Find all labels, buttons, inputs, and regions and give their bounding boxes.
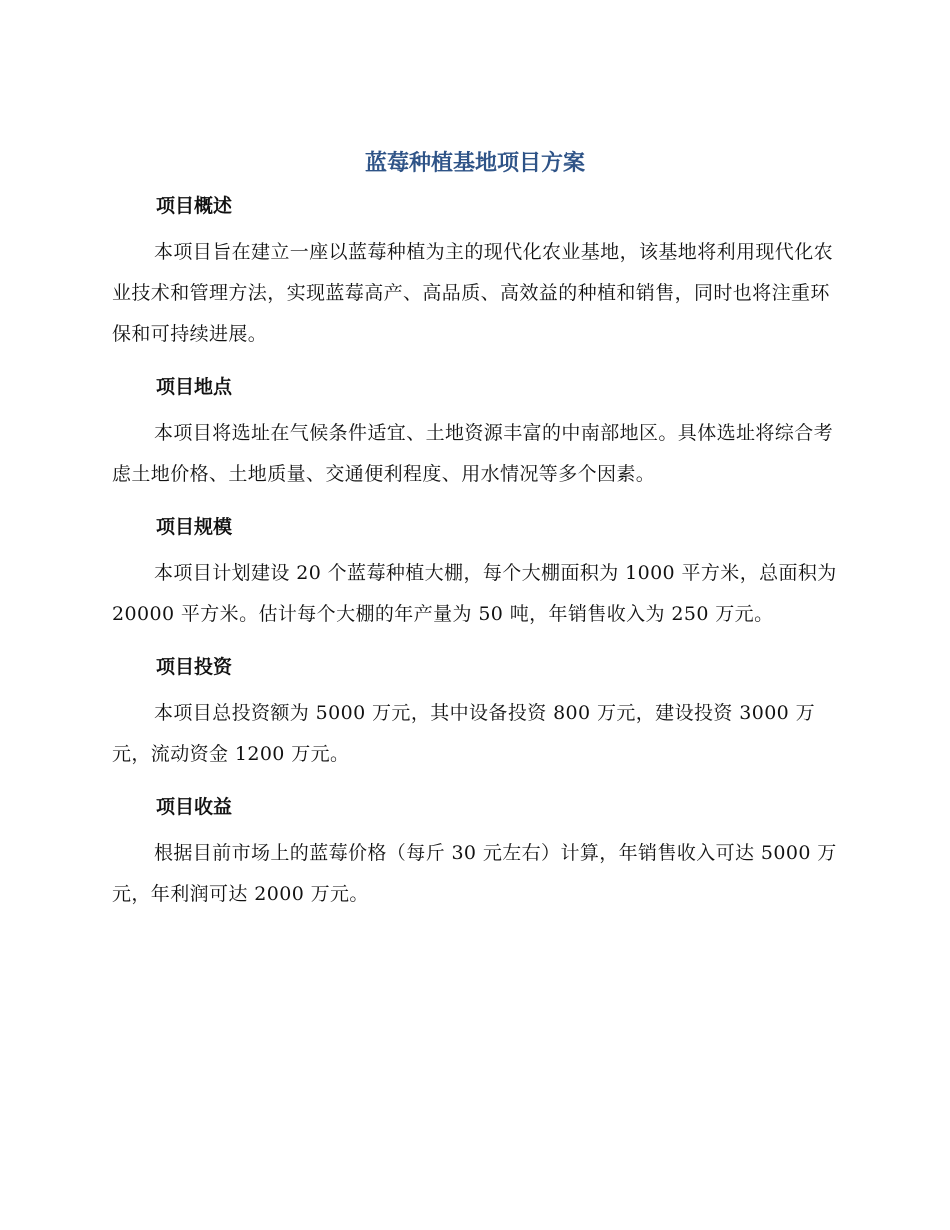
document-title: 蓝莓种植基地项目方案 bbox=[364, 151, 585, 176]
section-paragraph: 本项目总投资额为 5000 万元，其中设备投资 800 万元，建设投资 3000 万元，流动资金 1200 万元。 bbox=[112, 702, 816, 765]
section-heading: 项目投资 bbox=[156, 656, 233, 678]
section-paragraph: 本项目旨在建立一座以蓝莓种植为主的现代化农业基地，该基地将利用现代化农业技术和管理方法，实现蓝莓高产、高品质、高效益的种植和销售，同时也将注重环保和可持续进展。 bbox=[112, 241, 834, 345]
section-heading: 项目规模 bbox=[156, 516, 233, 538]
section-heading: 项目概述 bbox=[156, 195, 233, 217]
section-investment bbox=[112, 647, 840, 775]
section-heading: 项目收益 bbox=[156, 796, 233, 818]
section-overview bbox=[112, 186, 840, 355]
section-scale bbox=[112, 507, 840, 635]
section-revenue bbox=[112, 787, 840, 915]
section-heading: 项目地点 bbox=[156, 376, 233, 398]
section-paragraph: 本项目计划建设 20 个蓝莓种植大棚，每个大棚面积为 1000 平方米，总面积为 20000 平方米。估计每个大棚的年产量为 50 吨，年销售收入为 250 万元。 bbox=[112, 562, 837, 625]
section-paragraph: 本项目将选址在气候条件适宜、土地资源丰富的中南部地区。具体选址将综合考虑土地价格、土地质量、交通便利程度、用水情况等多个因素。 bbox=[112, 422, 834, 485]
section-location bbox=[112, 367, 840, 495]
section-paragraph: 根据目前市场上的蓝莓价格（每斤 30 元左右）计算，年销售收入可达 5000 万元，年利润可达 2000 万元。 bbox=[112, 842, 837, 905]
document-body bbox=[112, 186, 840, 915]
